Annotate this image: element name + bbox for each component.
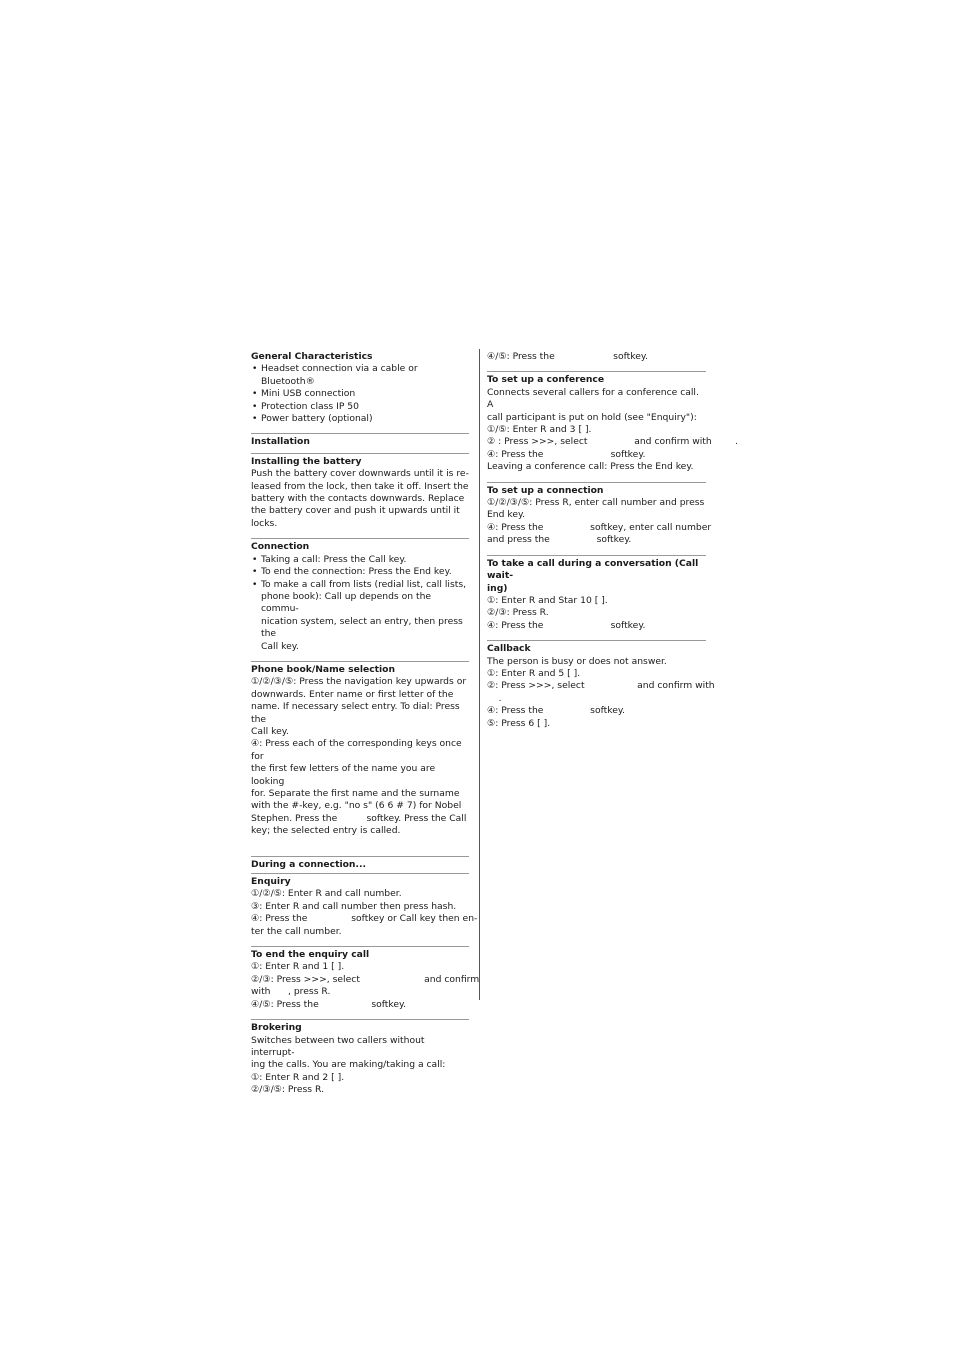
text-line: battery with the contacts downwards. Replace: [251, 493, 465, 505]
section-title: Connection: [251, 541, 310, 553]
list-item: [251, 579, 469, 653]
text-line: .: [487, 692, 502, 704]
list-item: • To end the connection: Press the End key.: [251, 566, 469, 578]
text-line: call participant is put on hold (see "Enquiry"):: [487, 411, 697, 423]
section-enquiry: [251, 873, 478, 938]
text-line: with , press R.: [251, 986, 331, 998]
text-line: Switches between two callers without interrupt-: [251, 1034, 425, 1058]
text-line: ⑤: Press 6 [ ].: [487, 717, 551, 729]
section-title: Callback: [487, 643, 531, 655]
text-line: ②/③: Press >>>, select and confirm: [251, 973, 480, 985]
section-title: Enquiry: [251, 876, 291, 888]
text-line: Call key.: [251, 725, 289, 737]
text-line: the first few letters of the name you are looking: [251, 763, 436, 787]
text-line: Call key.: [261, 640, 299, 652]
section-title-continued: ing): [487, 582, 508, 594]
section-title: To take a call during a conversation (Call wait-: [487, 557, 699, 582]
bullet-list: [251, 554, 469, 653]
section-brokering: [251, 1019, 469, 1096]
section-phonebook: [251, 661, 469, 848]
section-title: To end the enquiry call: [251, 949, 370, 961]
text-line: nication system, select an entry, then press the: [261, 615, 463, 640]
section-installation: [251, 433, 469, 448]
text-line: Leaving a conference call: Press the End key.: [487, 461, 694, 473]
text-line: ④: Press the softkey.: [487, 448, 646, 460]
section-title: Installing the battery: [251, 455, 362, 467]
section-title: Installation: [251, 436, 310, 448]
text-line: ter the call number.: [251, 925, 342, 937]
section-general: [251, 349, 469, 425]
text-line: ①: Enter R and 5 [ ].: [487, 667, 581, 679]
text-line: with the #-key, e.g. "no s" (6 6 # 7) for Nobel: [251, 800, 462, 812]
text-line: ③: Enter R and call number then press hash.: [251, 900, 457, 912]
section-installing-battery: [251, 453, 469, 530]
text-line: locks.: [251, 517, 278, 529]
text-line: ④: Press the softkey, enter call number: [487, 521, 712, 533]
section-end-enquiry: [251, 946, 480, 1011]
text-line: End key.: [487, 509, 526, 521]
section-title: General Characteristics: [251, 351, 373, 362]
text-line: ④/⑤: Press the softkey.: [251, 998, 407, 1010]
text-line: ② : Press >>>, select and confirm with .: [487, 436, 738, 448]
text-line: ②: Press >>>, select and confirm with: [487, 680, 715, 692]
text-line: ①: Enter R and 2 [ ].: [251, 1071, 345, 1083]
text-line: ing the calls. You are making/taking a call:: [251, 1059, 446, 1071]
text-line: ④: Press each of the corresponding keys once for: [251, 738, 462, 762]
text-line: ①/②/③/⑤: Press the navigation key upwards or: [251, 676, 467, 688]
text-line: ④/⑤: Press the softkey.: [487, 351, 648, 362]
section-brokering-continued: [487, 349, 706, 363]
text-line: ②/③/⑤: Press R.: [251, 1084, 324, 1096]
text-line: ①: Enter R and Star 10 [ ].: [487, 594, 608, 606]
text-line: leased from the lock, then take it off. Insert the: [251, 480, 469, 492]
text-line: downwards. Enter name or first letter of the: [251, 688, 454, 700]
text-line: key; the selected entry is called.: [251, 825, 401, 837]
list-item: • Headset connection via a cable or Bluetooth®: [251, 363, 469, 388]
text-line: ①/②/③/⑤: Press R, enter call number and press: [487, 497, 705, 509]
text-line: ②/③: Press R.: [487, 607, 549, 619]
list-item: • Mini USB connection: [251, 388, 469, 400]
section-set-up-connection: [487, 482, 712, 547]
list-item: • Protection class IP 50: [251, 401, 469, 413]
text-line: Connects several callers for a conference call. A: [487, 386, 699, 411]
section-title: To set up a conference: [487, 374, 605, 386]
text-line: The person is busy or does not answer.: [487, 655, 667, 667]
text-line: Push the battery cover downwards until it is re-: [251, 468, 469, 480]
text-line: ①: Enter R and 1 [ ].: [251, 961, 345, 973]
right-column: [487, 349, 738, 738]
list-item: • Power battery (optional): [251, 413, 469, 425]
section-connection: [251, 538, 469, 653]
section-callback: [487, 640, 715, 730]
text-line: name. If necessary select entry. To dial: Press the: [251, 701, 460, 725]
text-line: the battery cover and push it upwards until it: [251, 505, 460, 517]
section-call-waiting: [487, 555, 706, 632]
text-line: and press the softkey.: [487, 534, 632, 546]
text-line: ④: Press the softkey or Call key then en-: [251, 913, 478, 925]
list-item: • Taking a call: Press the Call key.: [251, 554, 469, 566]
text-line: for. Separate the first name and the surname: [251, 788, 460, 799]
left-column: [251, 349, 480, 1105]
text-line: ④: Press the softkey.: [487, 619, 646, 631]
section-title: Phone book/Name selection: [251, 663, 396, 675]
text-line: • To make a call from lists (redial list, call lists,: [261, 578, 467, 590]
section-title: Brokering: [251, 1022, 302, 1034]
text-line: Stephen. Press the softkey. Press the Call: [251, 812, 467, 824]
section-conference: [487, 371, 738, 473]
text-line: phone book): Call up depends on the commu-: [261, 590, 432, 615]
text-line: ④: Press the softkey.: [487, 705, 625, 717]
text-line: ①/②/⑤: Enter R and call number.: [251, 888, 402, 900]
section-during-connection: [251, 856, 469, 871]
section-title: During a connection...: [251, 858, 366, 870]
column-divider: [479, 349, 480, 1000]
section-title: To set up a connection: [487, 484, 604, 496]
text-line: ①/⑤: Enter R and 3 [ ].: [487, 424, 592, 436]
bullet-list: [251, 363, 469, 425]
